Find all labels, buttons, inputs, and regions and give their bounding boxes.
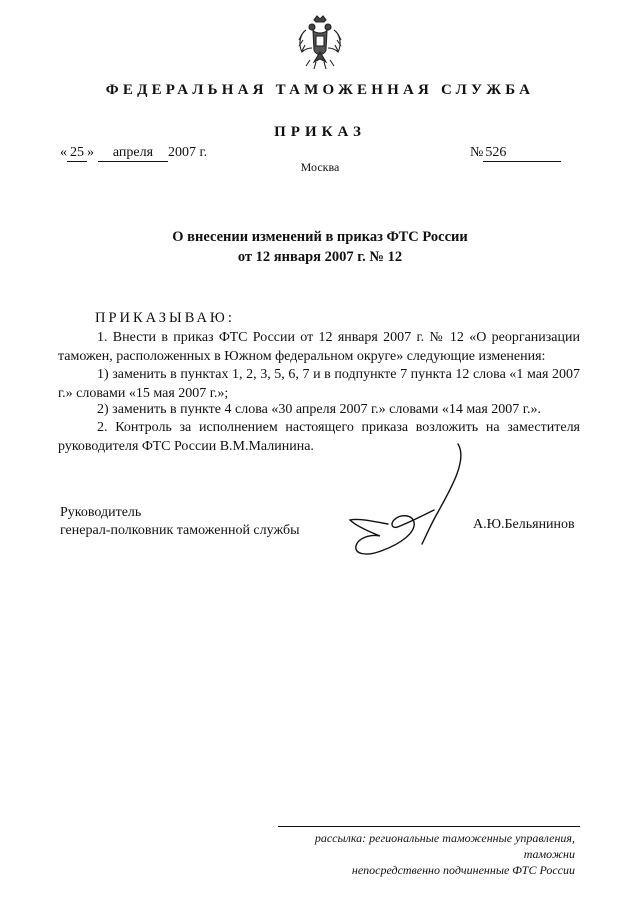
number-value: 526 — [483, 145, 561, 162]
paragraph-1: 1. Внести в приказ ФТС России от 12 января 2007 г. № 12 «О реорганизации таможен, расположенных в Южном федеральном округе» следующие изменения: — [58, 330, 580, 364]
document-type-title: ПРИКАЗ — [274, 124, 366, 140]
date-day: 25 — [67, 145, 87, 162]
number-label: № — [470, 145, 484, 160]
distribution-list — [275, 830, 575, 878]
date-close-quote: » — [87, 145, 94, 160]
date-month: апреля — [98, 145, 168, 162]
date-open-quote: « — [60, 145, 67, 160]
date-year: 2007 г. — [168, 145, 208, 160]
order-subject — [140, 227, 500, 267]
order-word: ПРИКАЗЫВАЮ: — [95, 310, 235, 326]
distribution-line-1: рассылка: региональные таможенные управления, таможни — [314, 831, 575, 861]
position-line-2: генерал-полковник таможенной службы — [60, 523, 300, 538]
city-label: Москва — [300, 160, 340, 174]
handwritten-signature-icon — [330, 440, 480, 570]
subject-line-2: от 12 января 2007 г. № 12 — [237, 249, 403, 265]
position-line-1: Руководитель — [60, 505, 142, 520]
signatory-position — [60, 504, 299, 540]
coat-of-arms-emblem-icon — [296, 14, 344, 72]
paragraph-1-subitem-1: 1) заменить в пунктах 1, 2, 3, 5, 6, 7 и в подпункте 7 пункта 12 слова «1 мая 2007 г.» словами «15 мая 2007 г.»; — [58, 367, 580, 401]
organization-title: ФЕДЕРАЛЬНАЯ ТАМОЖЕННАЯ СЛУЖБА — [105, 82, 535, 98]
subject-line-1: О внесении изменений в приказ ФТС России — [172, 229, 468, 245]
signatory-name: А.Ю.Бельянинов — [473, 517, 575, 532]
paragraph-2: 2. Контроль за исполнением настоящего приказа возложить на заместителя руководителя ФТС России В.М.Малинина. — [58, 420, 580, 454]
paragraph-1-subitem-2: 2) заменить в пункте 4 слова «30 апреля 2007 г.» словами «14 мая 2007 г.». — [97, 402, 541, 417]
distribution-line-2: непосредственно подчиненные ФТС России — [351, 863, 575, 877]
distribution-divider — [278, 826, 580, 827]
